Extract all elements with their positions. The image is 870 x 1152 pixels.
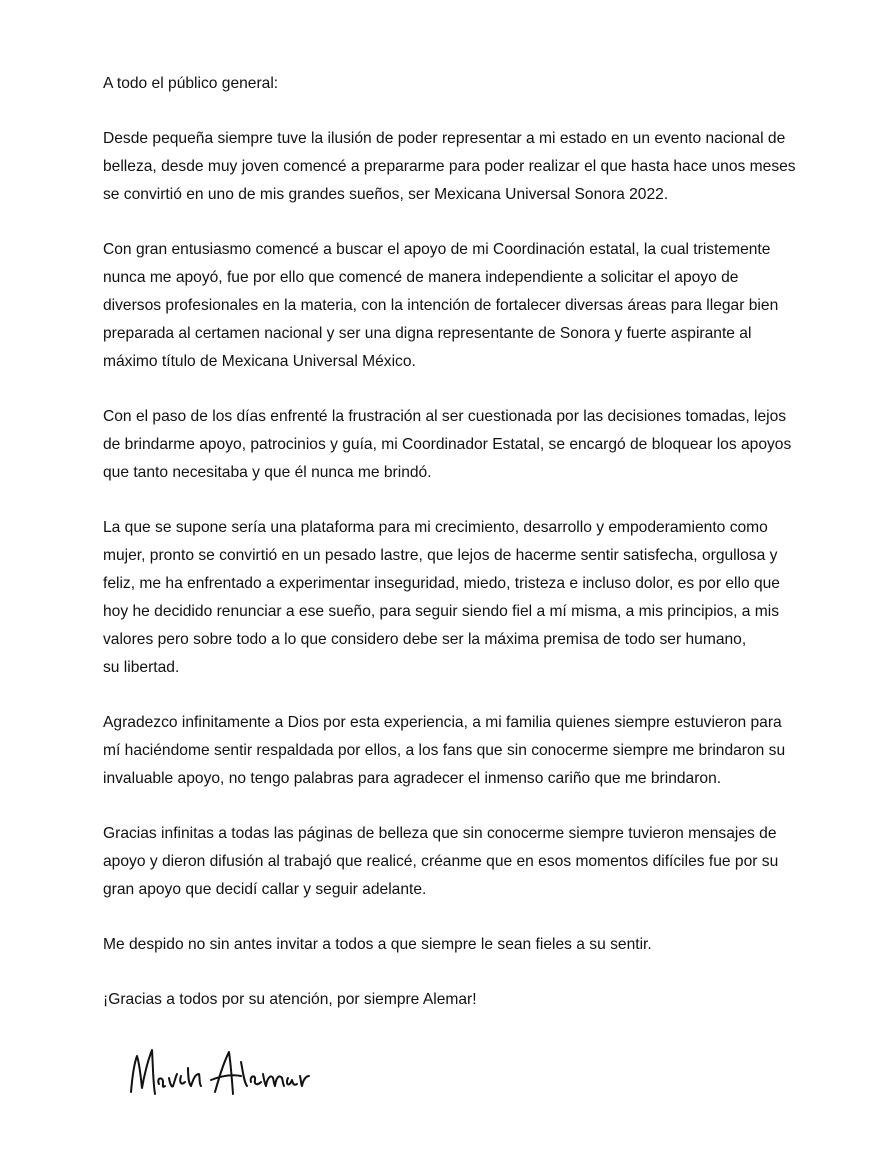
text-line: preparada al certamen nacional y ser una digna representante de Sonora y fuerte aspirante al: [103, 325, 752, 342]
text-line: su libertad.: [103, 659, 180, 676]
letter-body: [103, 70, 848, 1041]
text-line: Gracias infinitas a todas las páginas de belleza que sin conocerme siempre tuvieron mensajes de: [103, 825, 777, 842]
paragraph-2: [103, 236, 848, 376]
text-line: diversos profesionales en la materia, con la intención de fortalecer diversas áreas para llegar bien: [103, 297, 779, 314]
text-line: feliz, me ha enfrentado a experimentar inseguridad, miedo, tristeza e incluso dolor, es por ello que: [103, 575, 780, 592]
signature-icon: [125, 1040, 325, 1120]
paragraph-3: [103, 403, 848, 487]
text-line: hoy he decidido renunciar a ese sueño, para seguir siendo fiel a mí misma, a mis principios, a mis: [103, 603, 780, 620]
text-line: máximo título de Mexicana Universal México.: [103, 353, 416, 370]
text-line: belleza, desde muy joven comencé a prepararme para poder realizar el que hasta hace unos meses: [103, 158, 796, 175]
text-line: apoyo y dieron difusión al trabajó que realicé, créanme que en esos momentos difíciles fue por su: [103, 853, 779, 870]
text-line: Agradezco infinitamente a Dios por esta experiencia, a mi familia quienes siempre estuvieron para: [103, 714, 782, 731]
text-line: Con gran entusiasmo comencé a buscar el apoyo de mi Coordinación estatal, la cual tristemente: [103, 241, 771, 258]
salutation: A todo el público general:: [103, 75, 279, 92]
paragraph-7: [103, 931, 848, 959]
paragraph-closing: [103, 986, 848, 1014]
text-line: invaluable apoyo, no tengo palabras para agradecer el inmenso cariño que me brindaron.: [103, 770, 722, 787]
text-line: nunca me apoyó, fue por ello que comencé de manera independiente a solicitar el apoyo de: [103, 269, 739, 286]
text-line: Con el paso de los días enfrenté la frustración al ser cuestionada por las decisiones tomadas, lejos: [103, 408, 787, 425]
text-line: que tanto necesitaba y que él nunca me brindó.: [103, 464, 432, 481]
paragraph-1: [103, 125, 848, 209]
text-line: se convirtió en uno de mis grandes sueños, ser Mexicana Universal Sonora 2022.: [103, 186, 669, 203]
text-line: mí haciéndome sentir respaldada por ellos, a los fans que sin conocerme siempre me brindaron su: [103, 742, 786, 759]
paragraph-4: [103, 514, 848, 682]
paragraph-5: [103, 709, 848, 793]
text-line: Me despido no sin antes invitar a todos a que siempre le sean fieles a su sentir.: [103, 936, 652, 953]
paragraph-6: [103, 820, 848, 904]
text-line: Desde pequeña siempre tuve la ilusión de poder representar a mi estado en un evento nacional de: [103, 130, 786, 147]
handwritten-signature: [125, 1040, 325, 1120]
text-line: valores pero sobre todo a lo que considero debe ser la máxima premisa de todo ser humano,: [103, 631, 747, 648]
text-line: de brindarme apoyo, patrocinios y guía, mi Coordinador Estatal, se encargó de bloquear los apoyos: [103, 436, 792, 453]
text-line: gran apoyo que decidí callar y seguir adelante.: [103, 881, 427, 898]
text-line: La que se supone sería una plataforma para mi crecimiento, desarrollo y empoderamiento como: [103, 519, 768, 536]
text-line: ¡Gracias a todos por su atención, por siempre Alemar!: [103, 991, 477, 1008]
text-line: mujer, pronto se convirtió en un pesado lastre, que lejos de hacerme sentir satisfecha, orgullosa y: [103, 547, 778, 564]
